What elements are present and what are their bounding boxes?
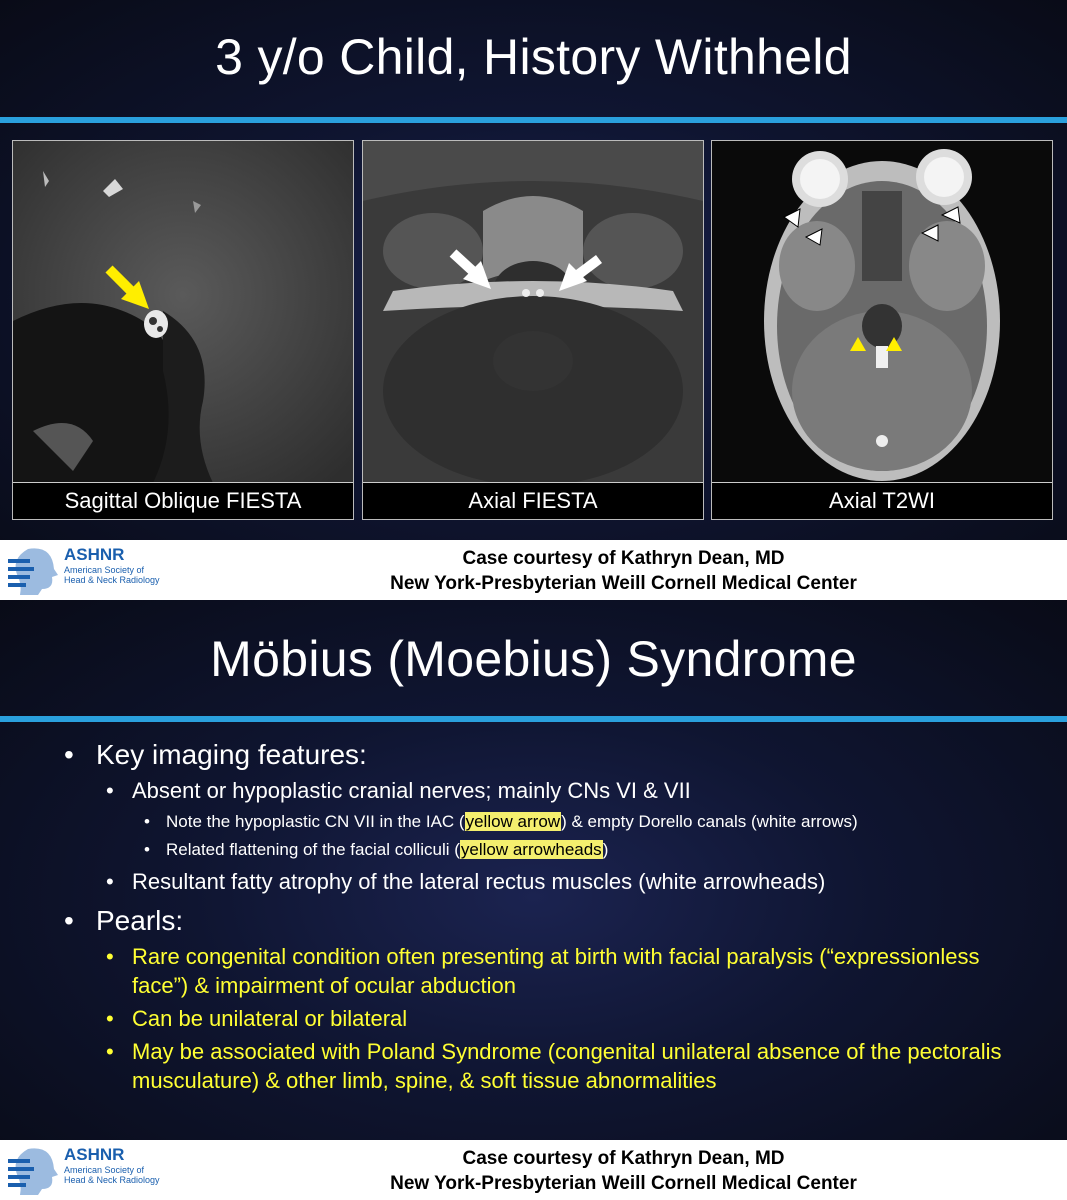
bullet-list	[64, 738, 1027, 1099]
mri-panel-axial-fiesta	[362, 140, 704, 520]
panel-caption: Axial FIESTA	[363, 482, 703, 519]
case-slide	[0, 0, 1067, 540]
credit-footer	[0, 1140, 1067, 1200]
case-credit	[180, 1146, 1067, 1196]
case-title: 3 y/o Child, History Withheld	[215, 29, 852, 85]
ashnr-logo	[8, 1145, 158, 1195]
head-profile-icon	[8, 1145, 62, 1195]
logo-subtitle: American Society of Head & Neck Radiology	[64, 1165, 160, 1185]
key-feature-note: • Note the hypoplastic CN VII in the IAC (yellow arrow) & empty Dorello canals (white arrows)	[144, 812, 858, 831]
credit-line-2: New York-Presbyterian Weill Cornell Medical Center	[390, 1173, 857, 1194]
logo-subtitle: American Society of Head & Neck Radiology	[64, 565, 160, 585]
ashnr-logo	[8, 545, 158, 595]
pearl-item: • May be associated with Poland Syndrome (congenital unilateral absence of the pectoralis musculature) & other limb, spine, & soft tissue abnormalities	[106, 1039, 1002, 1093]
panel-caption: Axial T2WI	[712, 482, 1052, 519]
diagnosis-slide	[0, 600, 1067, 1140]
pearl-item: • Rare congenital condition often presenting at birth with facial paralysis (“expressionless face”) & impairment of ocular abduction	[106, 944, 980, 998]
title-divider	[0, 716, 1067, 722]
mri-image-sagittal	[13, 141, 353, 483]
head-profile-icon	[8, 545, 62, 595]
credit-line-2: New York-Presbyterian Weill Cornell Medical Center	[390, 573, 857, 594]
credit-line-1: Case courtesy of Kathryn Dean, MD	[462, 1148, 785, 1169]
key-feature-item: • Absent or hypoplastic cranial nerves; mainly CNs VI & VII	[106, 778, 691, 803]
mri-image-axial-t2	[712, 141, 1052, 483]
pearls-heading: • Pearls:	[64, 905, 184, 936]
case-credit	[180, 546, 1067, 596]
credit-line-1: Case courtesy of Kathryn Dean, MD	[462, 548, 785, 569]
mri-image-axial-fiesta	[363, 141, 703, 483]
pearl-item: • Can be unilateral or bilateral	[106, 1006, 408, 1031]
mri-panel-sagittal	[12, 140, 354, 520]
key-features-heading: • Key imaging features:	[64, 739, 367, 770]
mri-panel-axial-t2	[711, 140, 1053, 520]
key-feature-note: • Related flattening of the facial colliculi (yellow arrowheads)	[144, 840, 609, 859]
credit-footer	[0, 540, 1067, 600]
title-divider	[0, 117, 1067, 123]
key-feature-item: • Resultant fatty atrophy of the lateral rectus muscles (white arrowheads)	[106, 869, 826, 894]
logo-name: ASHNR	[64, 1145, 125, 1164]
diagnosis-title: Möbius (Moebius) Syndrome	[210, 631, 857, 687]
panel-caption: Sagittal Oblique FIESTA	[13, 482, 353, 519]
logo-name: ASHNR	[64, 545, 125, 564]
